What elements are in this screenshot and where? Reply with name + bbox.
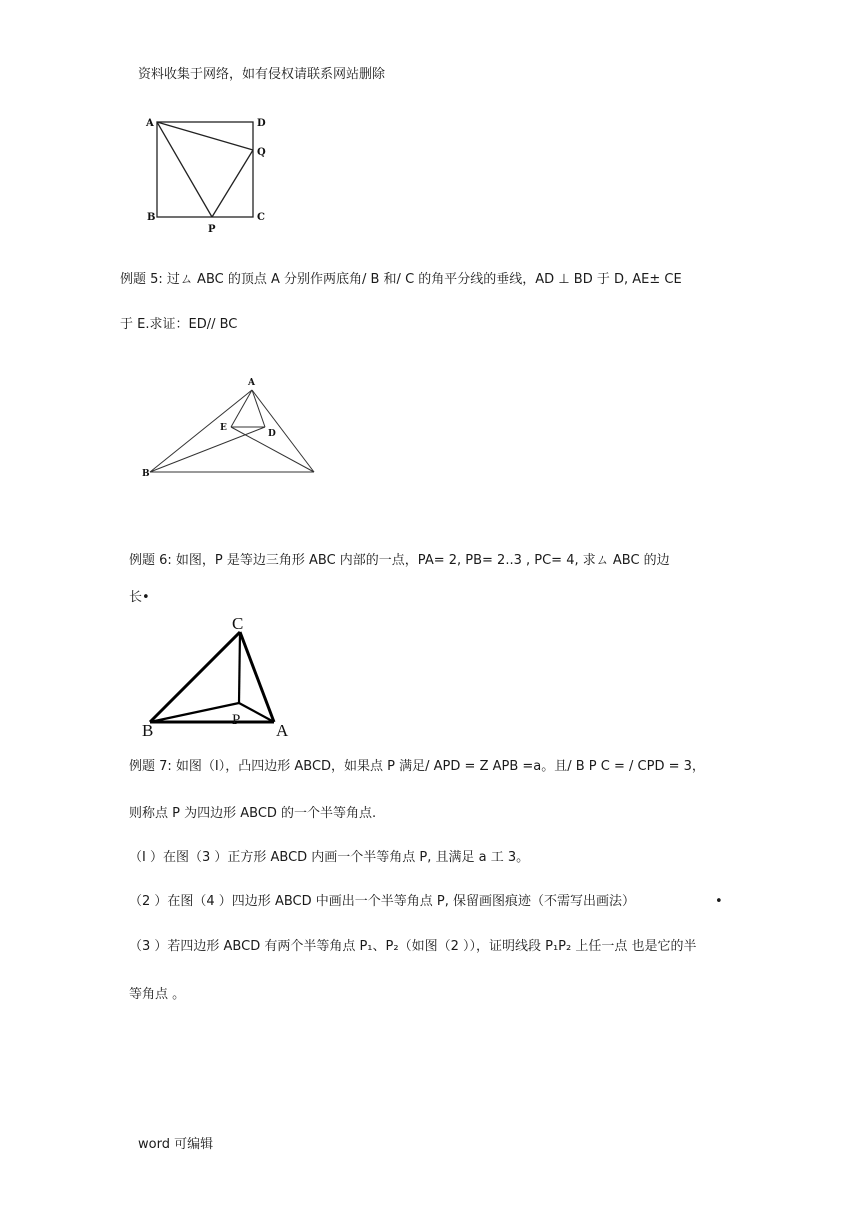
label-P: P <box>208 224 216 235</box>
label-D: D <box>257 118 266 129</box>
label-A: A <box>146 118 154 129</box>
example5-line2: 于 E.求证：ED// BC <box>120 317 238 332</box>
label-B: B <box>147 212 156 223</box>
segment-PC <box>239 632 240 703</box>
example7-item2: （2 ）在图（4 ）四边形 ABCD 中画出一个半等角点 P, 保留画图痕迹（不需写出画法） <box>129 894 635 909</box>
example7-line1: 例题 7: 如图（I），凸四边形 ABCD，如果点 P 满足/ APD = Z APB =a。且/ B P C = / CPD = 3， <box>129 759 705 774</box>
side-AC <box>252 390 314 472</box>
label-Q: Q <box>257 147 266 158</box>
example7-item3: （3 ）若四边形 ABCD 有两个半等角点 P₁、P₂（如图（2 ）），证明线段 P₁P₂ 上任一点 也是它的半 <box>129 939 697 954</box>
triangle-figure-example5 <box>140 372 330 484</box>
label-A: A <box>248 378 255 388</box>
label-B: B <box>142 469 150 479</box>
example7-item1: （I ）在图（3 ）正方形 ABCD 内画一个半等角点 P, 且满足 a 工 3。 <box>129 850 530 865</box>
segment-PB <box>150 703 239 722</box>
side-BC <box>150 632 240 722</box>
label-C: C <box>257 212 265 223</box>
example6-line2: 长• <box>129 590 150 605</box>
label-A: A <box>276 721 289 740</box>
label-P: P <box>232 712 241 728</box>
segment-PQ <box>212 150 253 217</box>
side-AB <box>150 390 252 472</box>
side-CA <box>240 632 274 722</box>
label-B: B <box>142 721 154 740</box>
header-notice: 资料收集于网络，如有侵权请联系网站删除 <box>138 67 386 82</box>
triangle-figure-example6 <box>138 612 298 740</box>
bisector-BD <box>150 427 265 472</box>
label-E: E <box>220 423 227 433</box>
example7-line2: 则称点 P 为四边形 ABCD 的一个半等角点. <box>129 806 377 821</box>
label-D: D <box>268 429 276 439</box>
example7-item3-cont: 等角点 。 <box>129 987 186 1002</box>
example6-line1: 例题 6: 如图，P 是等边三角形 ABC 内部的一点，PA= 2, PB= 2..3 , PC= 4, 求ㄙ ABC 的边 <box>129 553 670 568</box>
example5-line1: 例题 5: 过ㄙ ABC 的顶点 A 分别作两底角/ B 和/ C 的角平分线的垂线，AD ⊥ BD 于 D, AE± CE <box>120 272 682 287</box>
segment-AE <box>231 390 252 427</box>
footer-text: word 可编辑 <box>138 1137 214 1152</box>
example7-item2-mark: • <box>715 894 723 909</box>
segment-AD <box>252 390 265 427</box>
square-figure <box>140 112 280 236</box>
label-C: C <box>232 614 244 633</box>
